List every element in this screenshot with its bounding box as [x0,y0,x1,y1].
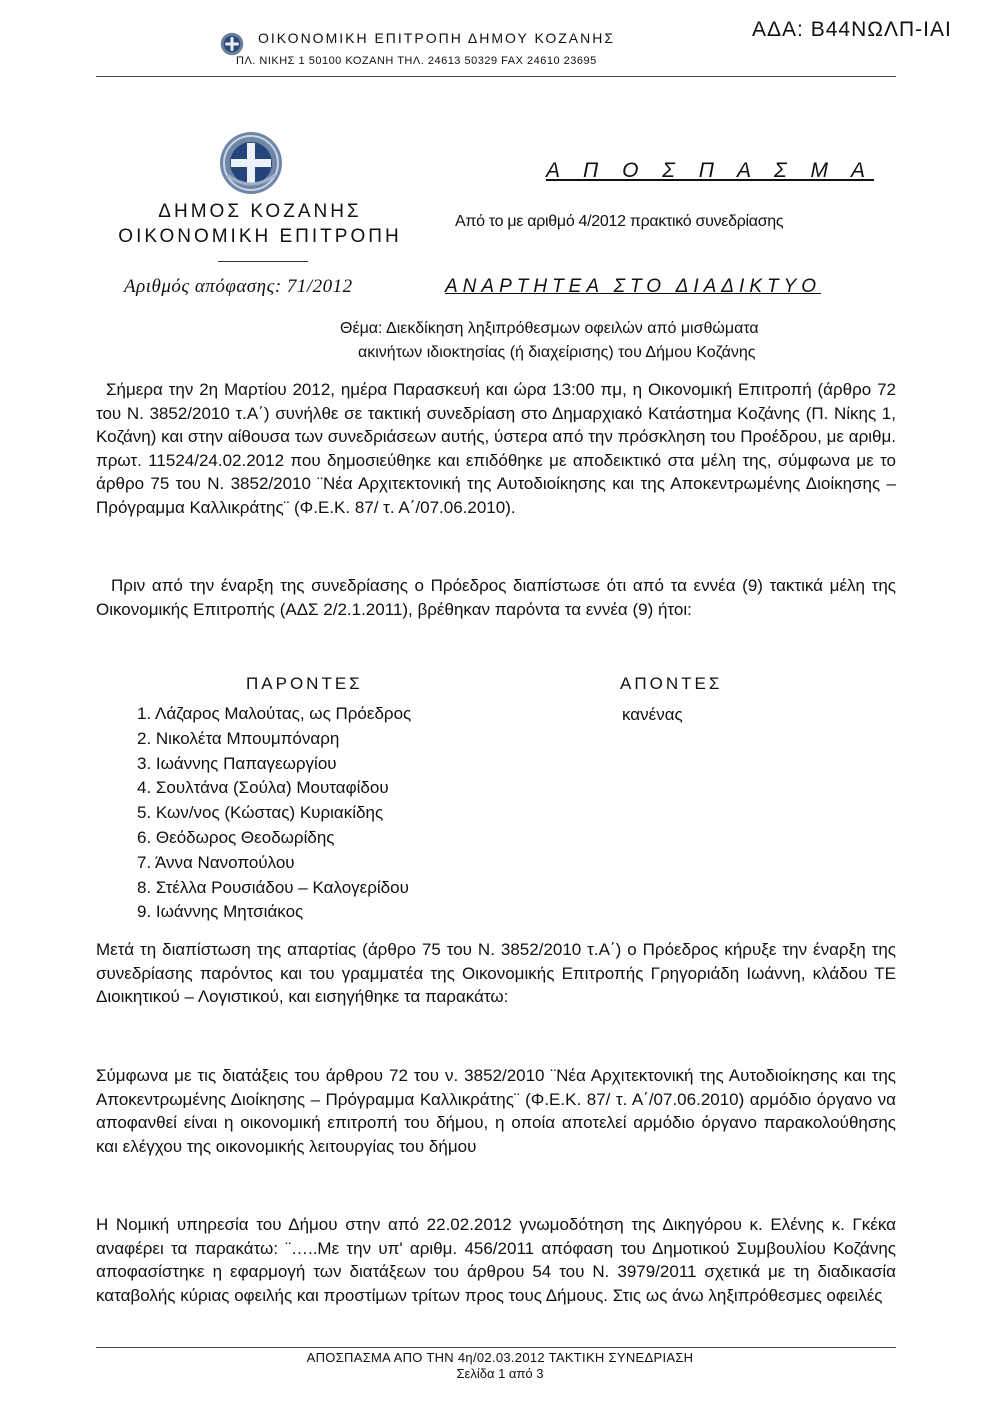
publish-notice: ΑΝΑΡΤΗΤΕΑ ΣΤΟ ΔΙΑΔΙΚΤΥΟ [445,276,822,297]
municipality-name: ΔΗΜΟΣ ΚΟΖΑΝΗΣ [158,201,362,222]
list-item: 2. Νικολέτα Μπουμπόναρη [137,728,340,748]
excerpt-title: Α Π Ο Σ Π Α Σ Μ Α [546,159,875,182]
paragraph-quorum: Πριν από την έναρξη της συνεδρίασης ο Πρόεδρος διαπίστωσε ότι από τα εννέα (9) τακτικά μέλη της Οικονομικής Επιτροπής (ΑΔΣ 2/2.1.2011), βρέθηκαν παρόντα τα εννέα (9) ήτοι: [96,576,896,619]
coat-of-arms-icon [220,32,244,56]
committee-name: ΟΙΚΟΝΟΜΙΚΗ ΕΠΙΤΡΟΠΗ [118,226,402,247]
list-item: 5. Κων/νος (Κώστας) Κυριακίδης [137,803,384,823]
paragraph-secretary: Μετά τη διαπίστωση της απαρτίας (άρθρο 75 του Ν. 3852/2010 τ.Α΄) ο Πρόεδρος κήρυξε την έναρξη της συνεδρίασης παρόντος και του γραμματέα της Οικονομικής Επιτροπής Γρηγοριάδη Ιωάννη, κλάδου ΤΕ Διοικητικού – Λογιστικού, και εισηγήθηκε τα παρακάτω: [96,940,896,1007]
list-item: 8. Στέλλα Ρουσιάδου – Καλογερίδου [137,877,409,897]
paragraph-legal-basis: Σύμφωνα με τις διατάξεις του άρθρου 72 του ν. 3852/2010 ¨Νέα Αρχιτεκτονική της Αυτοδιοίκησης και της Αποκεντρωμένης Διοίκησης – Πρόγραμμα Καλλικράτης¨ (Φ.Ε.Κ. 87/ τ. Α΄/07.06.2010) αρμόδιο όργανο να αποφανθεί είναι η οικονομική επιτροπή του δήμου, η οποία αποτελεί αρμόδιο όργανο παρακολούθησης και ελέγχου της οικονομικής λειτουργίας του δήμου [96,1066,896,1156]
list-item: 9. Ιωάννης Μητσιάκος [137,902,304,922]
paragraph-session: Σήμερα την 2η Μαρτίου 2012, ημέρα Παρασκευή και ώρα 13:00 πμ, η Οικονομική Επιτροπή (άρθρο 72 του Ν. 3852/2010 τ.Α΄) συνήλθε σε τακτική συνεδρίαση στο Δημαρχιακό Κατάστημα Κοζάνης (Π. Νίκης 1, Κοζάνη) και στην αίθουσα των συνεδριάσεων αυτής, ύστερα από την πρόσκληση του Προέδρου, με αριθμ. πρωτ. 11524/24.02.2012 που δημοσιεύθηκε και επιδόθηκε με αποδεικτικό στα μέλη της, σύμφωνα με το άρθρο 75 του Ν. 3852/2010 ¨Νέα Αρχιτεκτονική της Αυτοδιοίκησης και της Αποκεντρωμένης Διοίκησης – Πρόγραμμα Καλλικράτης¨ (Φ.Ε.Κ. 87/ τ. Α΄/07.06.2010). [96,380,896,517]
absent-none: κανένας [622,705,683,724]
present-members-list [137,702,411,925]
paragraph-legal-opinion: Η Νομική υπηρεσία του Δήμου στην από 22.02.2012 γνωμοδότηση της Δικηγόρου κ. Ελένης κ. Γκέκα αναφέρει τα παρακάτω: ¨…..Με την υπ' αριθμ. 456/2011 απόφαση του Δημοτικού Συμβουλίου Κοζάνης αποφασίστηκε η εφαρμογή των διατάξεων του άρθρου 54 του Ν. 3979/2011 σχετικά με τη διαδικασία καταβολής κύριας οφειλής και προστίμων τρίτων προς τους Δήμους. Στις ως άνω ληξιπρόθεσμες οφειλές [96,1215,896,1305]
decision-number: Αριθμός απόφασης: 71/2012 [124,276,353,297]
subject-line-1: Θέμα: Διεκδίκηση ληξιπρόθεσμων οφειλών από μισθώματα [340,320,759,337]
subject [340,317,896,365]
list-item: 6. Θεόδωρος Θεοδωρίδης [137,827,335,847]
header-address: ΠΛ. ΝΙΚΗΣ 1 50100 ΚΟΖΑΝΗ ΤΗΛ. 24613 50329 FAX 24610 23695 [236,55,597,67]
header-seal-small [220,32,244,56]
footer-divider [96,1347,896,1348]
coat-of-arms-icon [219,131,283,195]
left-heading [100,199,420,249]
left-divider [218,261,308,262]
subject-line-2: ακινήτων ιδιοκτησίας (ή διαχείρισης) του Δήμου Κοζάνης [358,344,756,361]
footer-session: ΑΠΟΣΠΑΣΜΑ ΑΠΟ ΤΗΝ 4η/02.03.2012 ΤΑΚΤΙΚΗ ΣΥΝΕΔΡΙΑΣΗ [306,1350,694,1365]
list-item: 1. Λάζαρος Μαλούτας, ως Πρόεδρος [137,704,412,723]
absent-header: ΑΠΟΝΤΕΣ [620,674,723,693]
present-header: ΠΑΡΟΝΤΕΣ [246,674,363,693]
list-item: 7. Άννα Νανοπούλου [137,852,295,872]
list-item: 4. Σουλτάνα (Σούλα) Μουταφίδου [137,778,389,798]
municipality-seal [219,131,283,195]
minutes-reference: Από το με αριθμό 4/2012 πρακτικό συνεδρίασης [455,213,784,230]
header-divider [96,76,896,77]
ada-code: ΑΔΑ: Β44ΝΩΛΠ-ΙΑΙ [752,18,952,41]
page-number: Σελίδα 1 από 3 [456,1366,544,1381]
header-title: ΟΙΚΟΝΟΜΙΚΗ ΕΠΙΤΡΟΠΗ ΔΗΜΟΥ ΚΟΖΑΝΗΣ [258,30,616,46]
list-item: 3. Ιωάννης Παπαγεωργίου [137,753,337,773]
